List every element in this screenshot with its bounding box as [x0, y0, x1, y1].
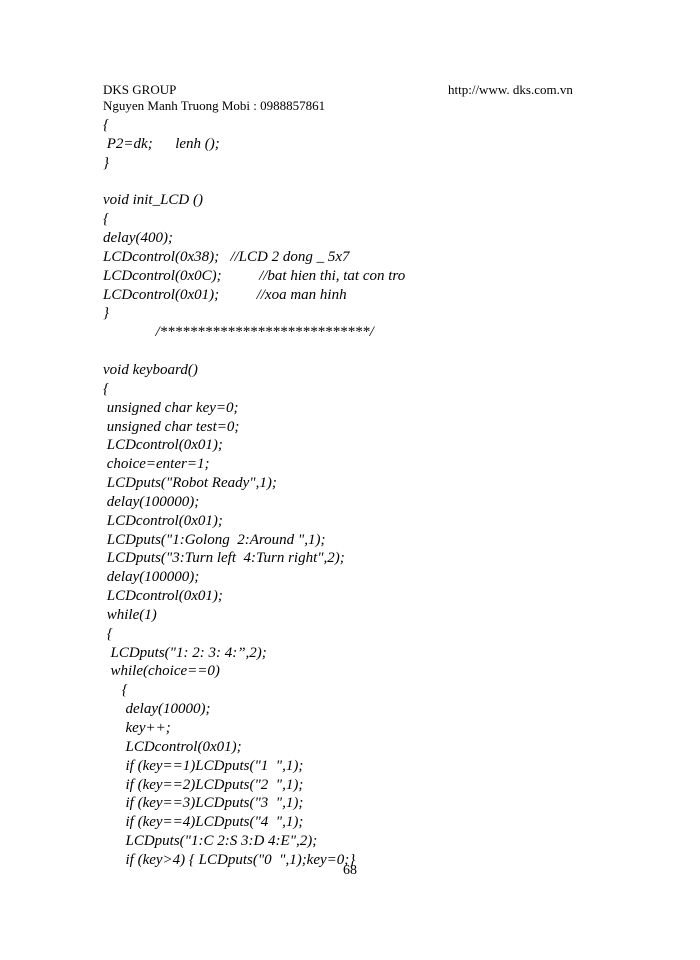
- code-line: while(choice==0): [103, 663, 220, 680]
- code-line: if (key>4) { LCDputs("0 ",1);key=0;}: [103, 851, 356, 868]
- code-line: unsigned char test=0;: [103, 418, 240, 435]
- code-line: if (key==1)LCDputs("1 ",1);: [103, 757, 304, 774]
- code-line: LCDcontrol(0x0C); //bat hien thi, tat con tro: [103, 267, 406, 284]
- code-line: void init_LCD (): [103, 192, 203, 209]
- code-line: /****************************/: [103, 324, 374, 341]
- code-line: }: [103, 305, 109, 322]
- code-line: }: [103, 154, 109, 171]
- code-line: delay(10000);: [103, 701, 211, 718]
- code-line: delay(100000);: [103, 493, 200, 510]
- header-sub: Nguyen Manh Truong Mobi : 0988857861: [103, 98, 326, 113]
- code-line: LCDputs("3:Turn left 4:Turn right",2);: [103, 550, 345, 567]
- code-line: {: [103, 380, 109, 397]
- header-right: http://www. dks.com.vn: [448, 82, 573, 97]
- code-line: LCDcontrol(0x01);: [103, 512, 223, 529]
- code-line: if (key==3)LCDputs("3 ",1);: [103, 795, 304, 812]
- header-left: DKS GROUP: [103, 82, 177, 97]
- code-line: {: [103, 625, 113, 642]
- code-line: {: [103, 211, 109, 228]
- code-line: {: [103, 117, 109, 133]
- code-line: [103, 342, 623, 361]
- code-line: LCDputs("1:C 2:S 3:D 4:E",2);: [103, 833, 318, 850]
- code-line: void keyboard(): [103, 361, 198, 378]
- code-line: while(1): [103, 606, 157, 623]
- code-line: unsigned char key=0;: [103, 399, 239, 416]
- code-line: LCDcontrol(0x01);: [103, 588, 223, 605]
- code-line: [103, 173, 623, 192]
- code-line: LCDputs("1: 2: 3: 4:”,2);: [103, 644, 267, 661]
- code-line: if (key==4)LCDputs("4 ",1);: [103, 814, 304, 831]
- code-line: LCDputs("1:Golong 2:Around ",1);: [103, 531, 326, 548]
- code-line: choice=enter=1;: [103, 456, 210, 473]
- code-line: LCDcontrol(0x01);: [103, 738, 242, 755]
- code-line: key++;: [103, 720, 171, 736]
- code-line: LCDcontrol(0x38); //LCD 2 dong _ 5x7: [103, 248, 350, 265]
- code-line: {: [103, 682, 128, 699]
- code-line: LCDcontrol(0x01);: [103, 437, 223, 454]
- code-line: delay(100000);: [103, 569, 200, 586]
- code-line: LCDputs("Robot Ready",1);: [103, 475, 277, 492]
- code-line: delay(400);: [103, 230, 173, 247]
- page-number: 68: [343, 863, 357, 878]
- code-line: if (key==2)LCDputs("2 ",1);: [103, 776, 304, 793]
- code-line: LCDcontrol(0x01); //xoa man hinh: [103, 286, 347, 303]
- code-block: [103, 116, 623, 870]
- code-line: P2=dk; lenh ();: [103, 135, 220, 152]
